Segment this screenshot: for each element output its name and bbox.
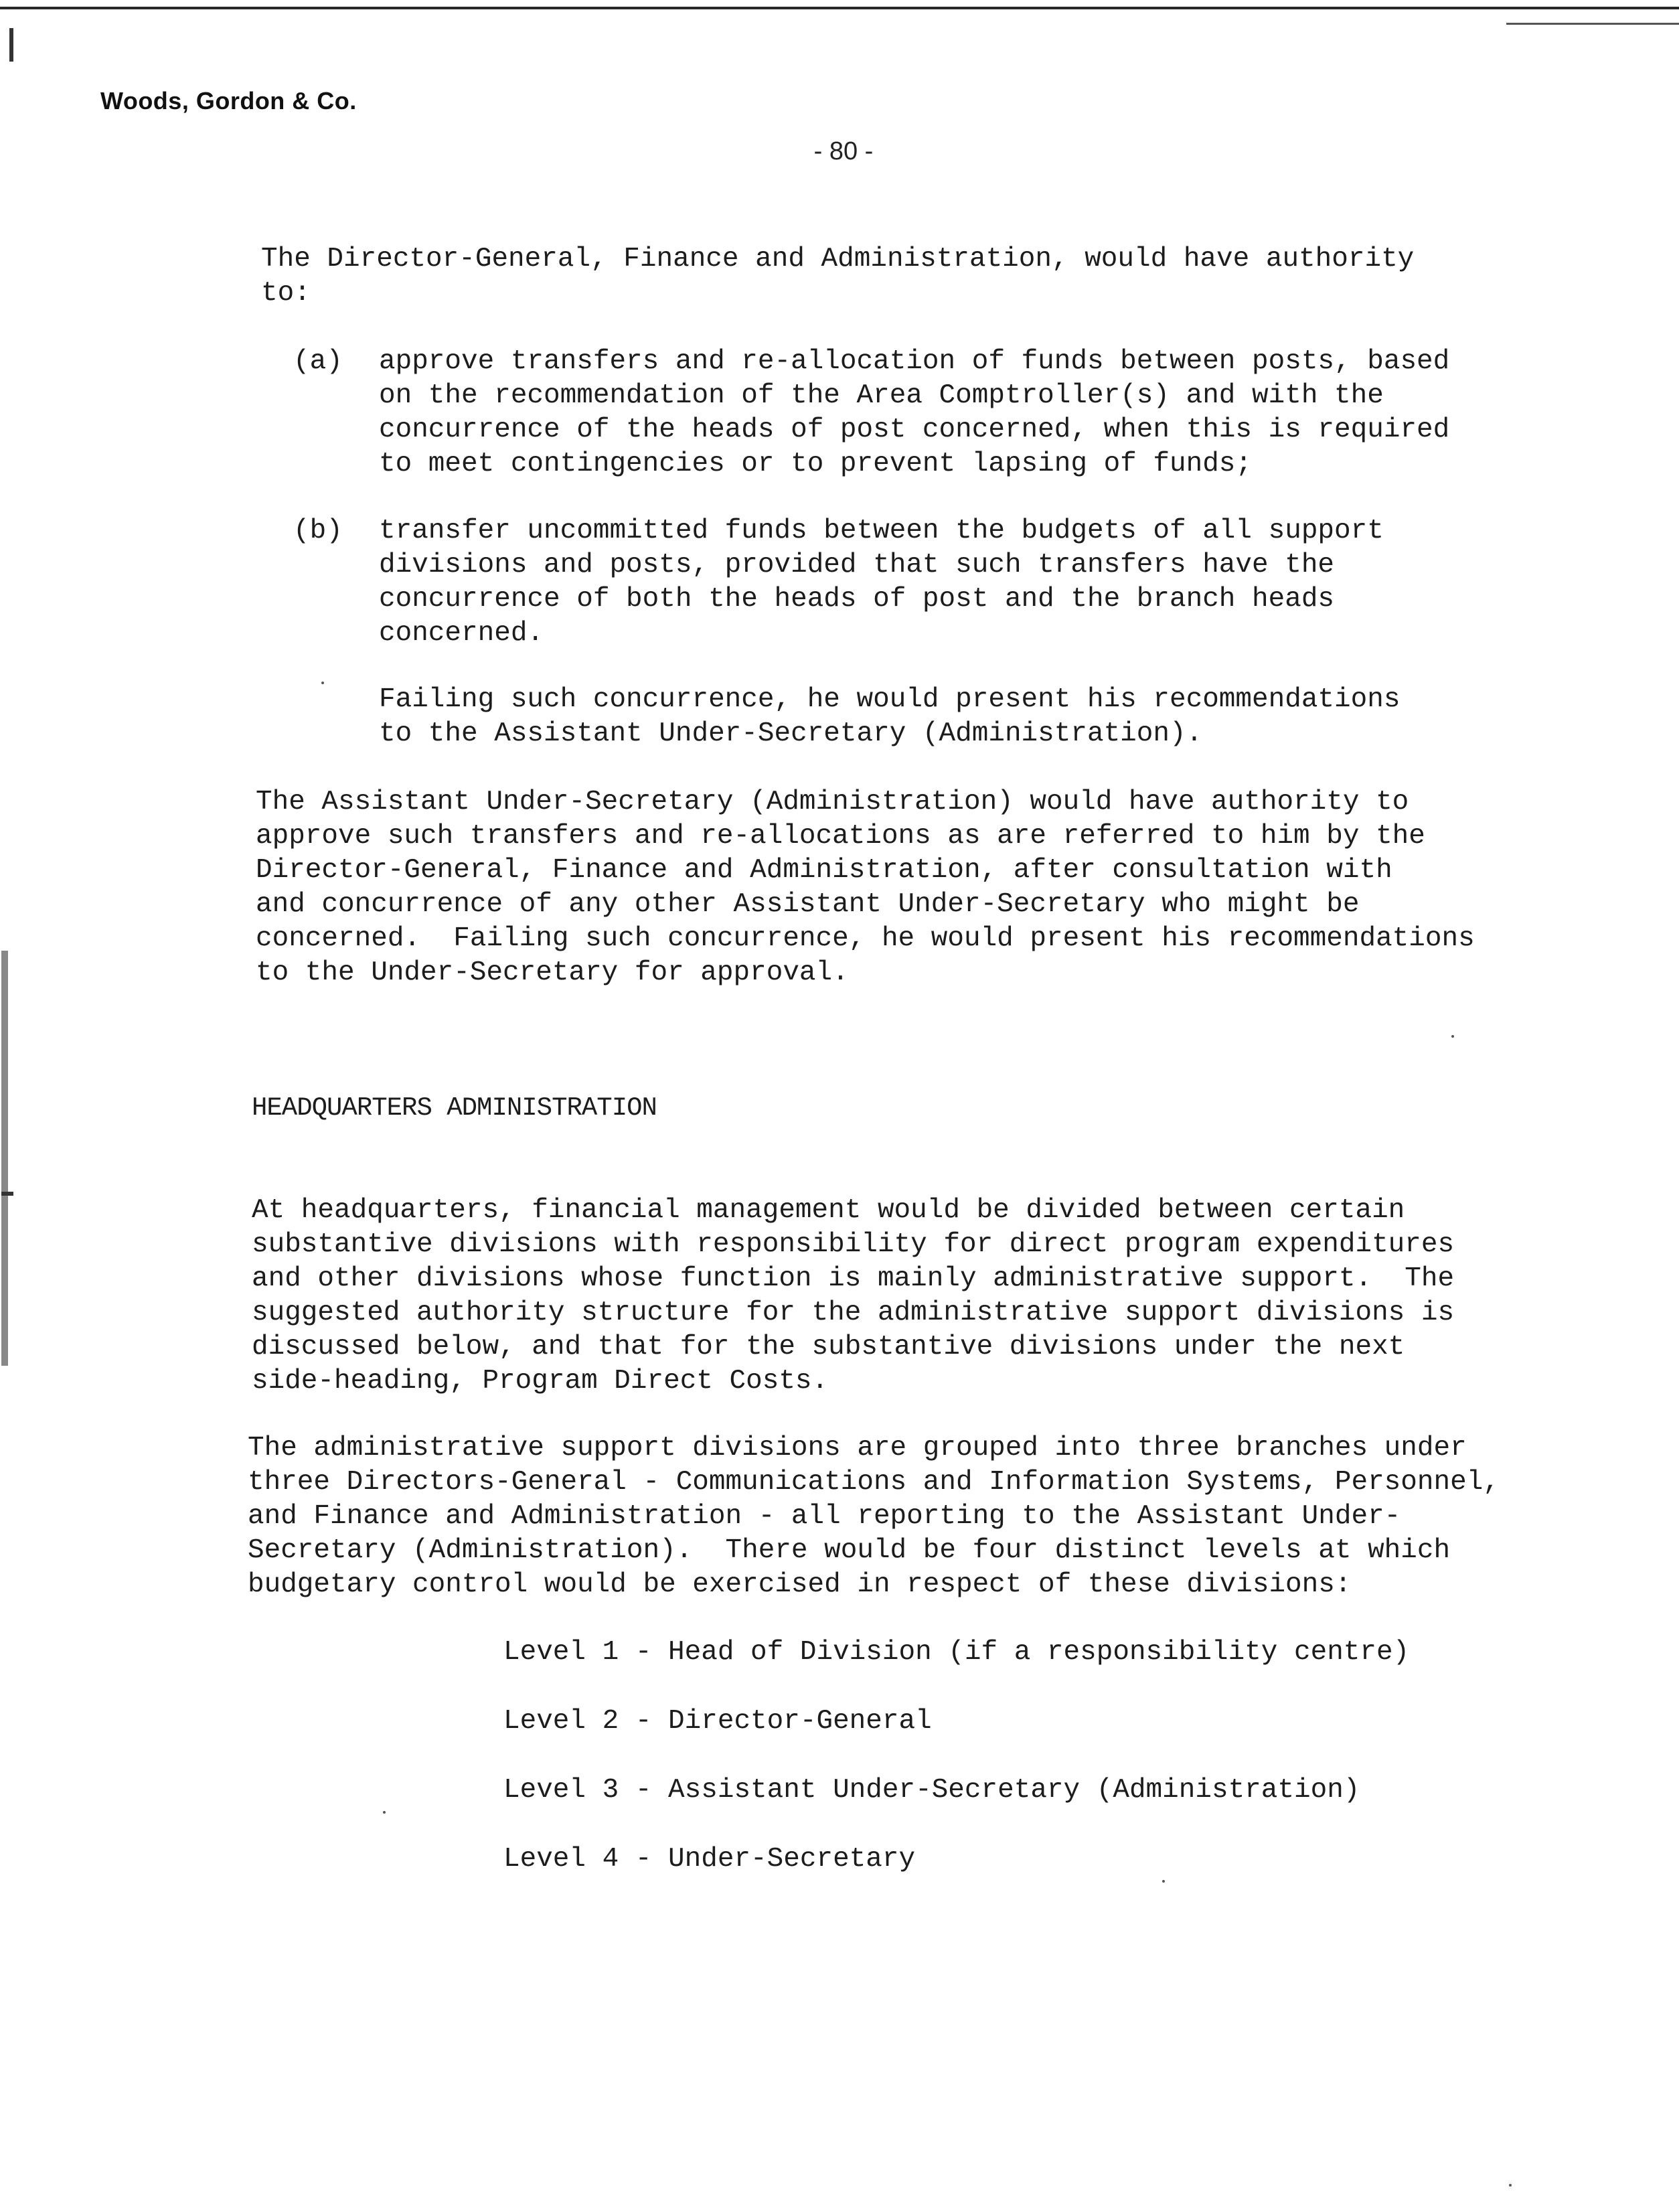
headquarters-paragraph: At headquarters, financial management would be divided between certain substantive divisions with responsibility for direct program expenditures and other divisions whose function is mainly administrative support. The suggested authority structure for the administrative support divisions is discussed below, and that for the substantive divisions under the next side-heading, Program Direct Costs. — [252, 1195, 1455, 1397]
item-text-b: transfer uncommitted funds between the budgets of all support divisions and posts, provided that such transfers have the concurrence of both the heads of post and the branch heads concerned. — [379, 516, 1384, 649]
binding-edge-mark — [1, 951, 8, 1366]
level-item: Level 4 - Under-Secretary — [503, 1844, 916, 1875]
binding-edge-tick — [1, 1192, 13, 1196]
support-divisions-paragraph: The administrative support divisions are grouped into three branches under three Directors-General - Communications and Information Systems, Personnel, and Finance and Administration - all reporting to the Assistant Under- Secretary (Administration). There would be four distinct levels at which budgetary control would be exercised in respect of these divisions: — [248, 1433, 1500, 1600]
level-item: Level 2 - Director-General — [503, 1706, 932, 1737]
item-label-a: (a) — [293, 346, 343, 377]
margin-mark — [9, 28, 13, 62]
firm-name: Woods, Gordon & Co. — [100, 87, 357, 114]
item-label-b: (b) — [293, 516, 343, 546]
assistant-authority-paragraph: The Assistant Under-Secretary (Administration) would have authority to approve such transfers and re-allocations as are referred to him by the Director-General, Finance and Administration, after consultation with and concurrence of any other Assistant Under-Secretary who might be concerned. Failing such concurrence, he would present his recommendations to the Under-Secretary for approval. — [256, 787, 1475, 988]
top-border-rule-secondary — [1506, 23, 1679, 25]
item-text-a: approve transfers and re-allocation of funds between posts, based on the recommendation of the Area Comptroller(s) and with the concurrence of the heads of post concerned, when this is required to meet contingencies or to prevent lapsing of funds; — [379, 346, 1450, 479]
intro-paragraph: The Director-General, Finance and Administration, would have authority to: — [261, 244, 1415, 309]
level-item: Level 3 - Assistant Under-Secretary (Administration) — [503, 1775, 1360, 1806]
scan-speck — [321, 682, 324, 684]
top-border-rule — [0, 7, 1679, 9]
scan-speck — [1509, 2184, 1512, 2187]
scan-speck — [383, 1811, 386, 1814]
failing-paragraph: Failing such concurrence, he would present his recommendations to the Assistant Under-Secretary (Administration). — [379, 684, 1401, 749]
section-heading: HEADQUARTERS ADMINISTRATION — [252, 1093, 657, 1123]
level-item: Level 1 - Head of Division (if a responsibility centre) — [503, 1637, 1410, 1668]
scan-speck — [1162, 1880, 1165, 1883]
scan-speck — [1451, 1035, 1454, 1038]
page-number: - 80 - — [813, 137, 874, 165]
